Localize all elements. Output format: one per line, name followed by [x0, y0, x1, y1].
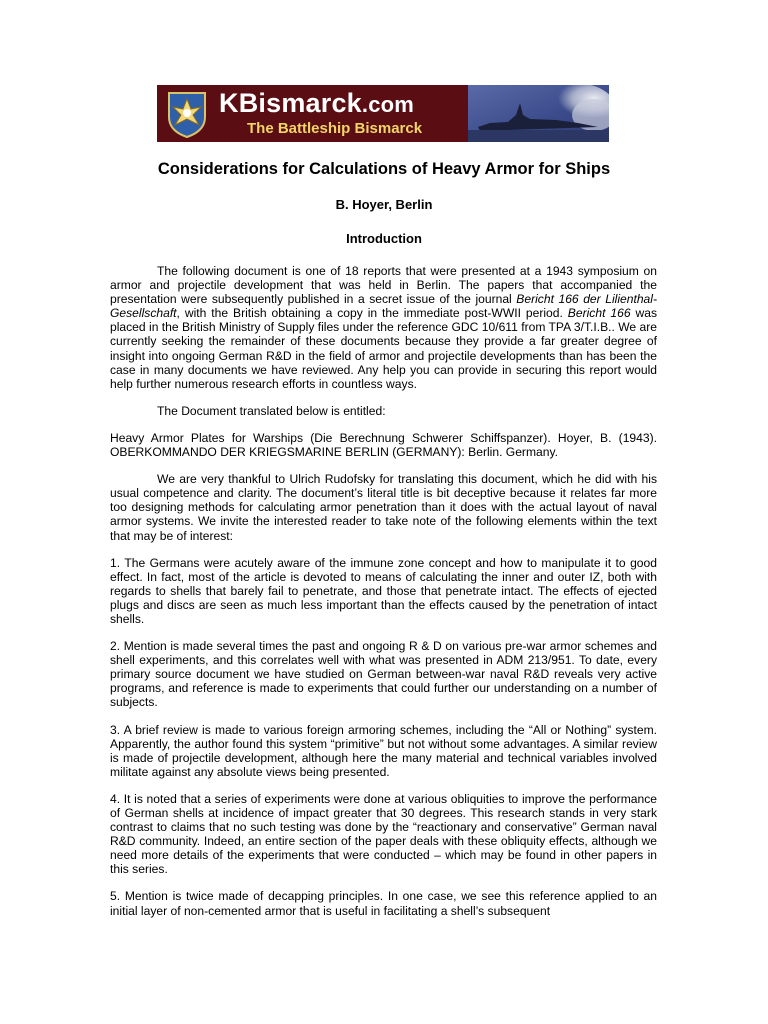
paragraph-intro: The following document is one of 18 reports that were presented at a 1943 symposium on armor and projectile development that was held in Berlin. The papers that accompanied the presentation were subsequently published in a secret issue of the journal Bericht 166 der Lilienthal-Gesellschaft, with the British obtaining a copy in the immediate post-WWII period. Bericht 166 was placed in the British Ministry of Supply files under the reference GDC 10/611 from TPA 3/T.I.B.. We are currently seeking the remainder of these documents because they provide a far greater degree of insight into ongoing German R&D in the field of armor and projectile developments than has been the case in many documents we have reviewed. Any help you can provide in securing this report would help further numerous research efforts in countless ways. — [110, 264, 657, 391]
eagle-crest-icon — [161, 87, 213, 140]
brand-name: KBismarck.com — [219, 88, 415, 118]
list-item-4: 4. It is noted that a series of experiments were done at various obliquities to improve the performance of German shells at incidence of impact greater that 30 degrees. This research stands in very stark contrast to claims that no such testing was done by the “reactionary and conservative” German naval R&D community. Indeed, an entire section of the paper deals with these obliquity effects, although we need more details of the experiments that were conducted – which may be found in other papers in this series. — [110, 791, 657, 877]
list-item-3: 3. A brief review is made to various foreign armoring schemes, including the “All or Nothing” system. Apparently, the author found this system “primitive” but not without some advantages. A similar review is made of projectile development, although here the many material and technical variables involved militate against any absolute views being presented. — [110, 722, 657, 779]
section-heading: Introduction — [346, 231, 422, 246]
list-item-2: 2. Mention is made several times the past and ongoing R & D on various pre-war armor schemes and shell experiments, and this correlates well with what was presented in ADM 213/951. To date, every primary source document we have studied on German between-war naval R&D reveals very active programs, and reference is made to experiments that could further our understanding on a number of subjects. — [110, 639, 657, 710]
document-title: Considerations for Calculations of Heavy Armor for Ships — [157, 160, 611, 178]
list-item-1: 1. The Germans were acutely aware of the immune zone concept and how to manipulate it to good effect. In fact, most of the article is devoted to means of calculating the inner and outer IZ, both with regards to shells that barely fail to penetrate, and those that penetrate intact. The effects of ejected plugs and discs are seen as much less important than the effects caused by the penetration of intact shells. — [110, 555, 657, 626]
battleship-photo — [468, 85, 609, 142]
document-author: B. Hoyer, Berlin — [335, 197, 433, 212]
paragraph-citation: Heavy Armor Plates for Warships (Die Berechnung Schwerer Schiffspanzer). Hoyer, B. (1943). OBERKOMMANDO DER KRIEGSMARINE BERLIN (GERMANY): Berlin. Germany. — [110, 430, 657, 460]
paragraph-thanks: We are very thankful to Ulrich Rudofsky for translating this document, which he did with his usual competence and clarity. The document’s literal title is bit deceptive because it relates far more too designing methods for calculating armor penetration than it does with the actual layout of naval armor systems. We invite the interested reader to take note of the following elements within the text that may be of interest: — [110, 472, 657, 543]
brand-domain: .com — [361, 92, 415, 117]
journal-title: Bericht 166 der Lilienthal-Gesellschaft — [110, 292, 657, 321]
report-reference: Bericht 166 — [567, 306, 631, 321]
brand-tagline: The Battleship Bismarck — [247, 120, 423, 137]
site-banner[interactable] — [157, 85, 609, 142]
paragraph-entitled: The Document translated below is entitled: — [157, 403, 386, 418]
document-body — [110, 264, 657, 931]
list-item-5: 5. Mention is twice made of decapping principles. In one case, we see this reference applied to an initial layer of non-cemented armor that is useful in facilitating a shell’s subsequent — [110, 889, 657, 918]
